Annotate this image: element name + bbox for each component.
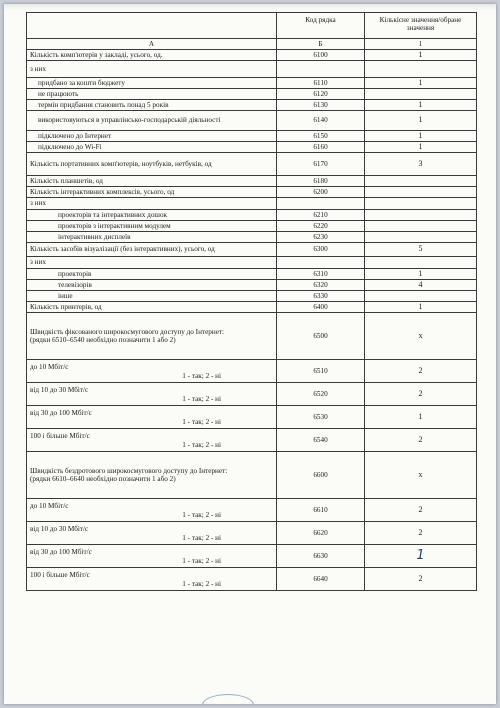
row-label: Кількість портативних комп'ютерів, ноутбуків, нетбуків, од	[30, 159, 212, 168]
row-value-cell: 2	[365, 568, 477, 591]
row-label: Швидкість бездротового широкосмугового доступу до Інтернет:	[30, 466, 228, 475]
header-name	[27, 13, 277, 39]
row-yes-no-hint: 1 - так; 2 - ні	[182, 371, 221, 380]
scanned-page	[4, 4, 496, 704]
table-row	[27, 360, 477, 383]
row-name-cell	[27, 452, 277, 499]
row-code-cell: 6170	[277, 153, 365, 176]
row-note: (рядки 6610–6640 необхідно позначити 1 або 2)	[30, 475, 176, 483]
table-row	[27, 499, 477, 522]
row-name-cell	[27, 61, 277, 78]
row-yes-no-hint: 1 - так; 2 - ні	[182, 440, 221, 449]
row-code-cell: 6230	[277, 232, 365, 243]
row-value-cell: 1	[365, 111, 477, 131]
row-value-cell	[365, 187, 477, 198]
table-row	[27, 302, 477, 313]
table-row	[27, 243, 477, 257]
row-code-cell: 6620	[277, 522, 365, 545]
row-label: до 10 Мбіт/с	[30, 363, 69, 372]
row-code-cell: 6220	[277, 221, 365, 232]
row-label: телевізорів	[58, 280, 92, 289]
row-label: інше	[58, 291, 73, 300]
row-label: термін придбання становить понад 5 років	[38, 100, 169, 109]
row-name-cell	[27, 198, 277, 210]
row-code-cell: 6210	[277, 210, 365, 221]
row-value-cell: 1	[365, 406, 477, 429]
table-row	[27, 291, 477, 302]
table-row	[27, 210, 477, 221]
row-name-cell	[27, 291, 277, 302]
row-code-cell: 6200	[277, 187, 365, 198]
row-label: придбано за кошти бюджету	[38, 78, 125, 87]
row-yes-no-hint: 1 - так; 2 - ні	[182, 417, 221, 426]
letter-n: 1	[365, 39, 477, 50]
table-row	[27, 522, 477, 545]
table-row	[27, 153, 477, 176]
row-name-cell	[27, 131, 277, 142]
row-code-cell: 6400	[277, 302, 365, 313]
row-label: 100 і більше Мбіт/с	[30, 432, 90, 441]
row-value-cell: 2	[365, 522, 477, 545]
row-code-cell: 6600	[277, 452, 365, 499]
statistics-table	[26, 12, 477, 591]
row-value-cell: 2	[365, 429, 477, 452]
row-label: проекторів та інтерактивних дошок	[58, 210, 168, 219]
row-name-cell	[27, 111, 277, 131]
row-value-cell: 1	[365, 269, 477, 280]
row-code-cell: 6640	[277, 568, 365, 591]
row-name-cell	[27, 429, 277, 452]
row-value-cell	[365, 210, 477, 221]
row-value-cell	[365, 198, 477, 210]
row-name-cell	[27, 383, 277, 406]
row-label: 100 і більше Мбіт/с	[30, 571, 90, 580]
row-label: не працюють	[38, 89, 79, 98]
scan-edge	[4, 4, 496, 10]
row-name-cell	[27, 499, 277, 522]
row-code-cell: 6120	[277, 89, 365, 100]
row-note: (рядки 6510–6540 необхідно позначити 1 або 2)	[30, 336, 176, 344]
row-value-cell: 1	[365, 131, 477, 142]
row-value-cell: 2	[365, 383, 477, 406]
row-name-cell	[27, 313, 277, 360]
row-code-cell: 6610	[277, 499, 365, 522]
row-code-cell: 6630	[277, 545, 365, 568]
row-value-cell	[365, 89, 477, 100]
row-value-cell: x	[365, 452, 477, 499]
row-code-cell: 6160	[277, 142, 365, 153]
row-value-cell	[365, 61, 477, 78]
row-code-cell: 6150	[277, 131, 365, 142]
row-value-cell: 2	[365, 499, 477, 522]
row-code-cell: 6100	[277, 50, 365, 61]
row-name-cell	[27, 210, 277, 221]
row-label: від 30 до 100 Мбіт/с	[30, 548, 92, 557]
table-row	[27, 257, 477, 269]
row-value-cell: 3	[365, 153, 477, 176]
row-name-cell	[27, 153, 277, 176]
header-value: Кількісне значення/обране значення	[365, 13, 477, 39]
table-row	[27, 232, 477, 243]
table-row	[27, 545, 477, 568]
row-label: Кількість інтерактивних комплексів, усього, од	[30, 187, 175, 196]
row-name-cell	[27, 243, 277, 257]
table-row	[27, 89, 477, 100]
row-yes-no-hint: 1 - так; 2 - ні	[182, 579, 221, 588]
row-value-cell: 1	[365, 142, 477, 153]
row-code-cell: 6180	[277, 176, 365, 187]
row-label: проекторів	[58, 269, 92, 278]
row-code-cell: 6320	[277, 280, 365, 291]
row-yes-no-hint: 1 - так; 2 - ні	[182, 510, 221, 519]
row-label: з них	[30, 199, 46, 208]
row-code-cell: 6500	[277, 313, 365, 360]
row-code-cell: 6110	[277, 78, 365, 89]
table-row	[27, 406, 477, 429]
row-code-cell: 6310	[277, 269, 365, 280]
row-code-cell: 6540	[277, 429, 365, 452]
row-name-cell	[27, 78, 277, 89]
row-code-cell: 6130	[277, 100, 365, 111]
row-label: Кількість засобів візуалізації (без інтерактивних), усього, од	[30, 245, 215, 254]
table-row	[27, 50, 477, 61]
row-label: Кількість принтерів, од	[30, 302, 102, 311]
row-name-cell	[27, 406, 277, 429]
row-value-cell: 1	[365, 78, 477, 89]
row-name-cell	[27, 232, 277, 243]
row-value-cell	[365, 176, 477, 187]
row-label: Кількість комп'ютерів у закладі, усього, од.	[30, 50, 163, 59]
row-code-cell: 6300	[277, 243, 365, 257]
table-row	[27, 280, 477, 291]
row-label: Швидкість фіксованого широкосмугового доступу до Інтернет:	[30, 327, 225, 336]
row-name-cell	[27, 522, 277, 545]
table-row	[27, 187, 477, 198]
row-yes-no-hint: 1 - так; 2 - ні	[182, 556, 221, 565]
table-body	[27, 50, 477, 591]
row-code-cell: 6530	[277, 406, 365, 429]
table-row	[27, 61, 477, 78]
letter-a: А	[27, 39, 277, 50]
row-yes-no-hint: 1 - так; 2 - ні	[182, 394, 221, 403]
table-row	[27, 221, 477, 232]
row-value-cell: 2	[365, 360, 477, 383]
row-yes-no-hint: 1 - так; 2 - ні	[182, 533, 221, 542]
row-name-cell	[27, 176, 277, 187]
row-label: проекторів з інтерактивним модулем	[58, 221, 171, 230]
row-value-cell	[365, 257, 477, 269]
row-code-cell	[277, 198, 365, 210]
row-name-cell	[27, 269, 277, 280]
row-name-cell	[27, 302, 277, 313]
table-row	[27, 429, 477, 452]
row-label: до 10 Мбіт/с	[30, 502, 69, 511]
table-row	[27, 269, 477, 280]
row-label: від 10 до 30 Мбіт/с	[30, 525, 89, 534]
row-name-cell	[27, 221, 277, 232]
row-name-cell	[27, 187, 277, 198]
row-value-cell	[365, 291, 477, 302]
row-name-cell	[27, 50, 277, 61]
row-code-cell: 6510	[277, 360, 365, 383]
stamp-mark	[202, 694, 254, 704]
row-label: підключено до Інтернет	[38, 131, 112, 140]
row-code-cell: 6140	[277, 111, 365, 131]
row-value-cell: 1	[365, 50, 477, 61]
row-value-cell	[365, 232, 477, 243]
row-label: від 10 до 30 Мбіт/с	[30, 386, 89, 395]
table-row	[27, 383, 477, 406]
row-label: від 30 до 100 Мбіт/с	[30, 409, 92, 418]
row-label: підключено до Wi-Fi	[38, 142, 102, 151]
table-row	[27, 452, 477, 499]
row-name-cell	[27, 280, 277, 291]
table-row	[27, 568, 477, 591]
row-label: з них	[30, 258, 46, 267]
table-row	[27, 111, 477, 131]
row-code-cell: 6520	[277, 383, 365, 406]
row-name-cell	[27, 545, 277, 568]
table-row	[27, 176, 477, 187]
table-row	[27, 100, 477, 111]
row-value-cell	[365, 221, 477, 232]
row-value-cell: x	[365, 313, 477, 360]
row-label: з них	[30, 64, 46, 73]
letter-b: Б	[277, 39, 365, 50]
row-code-cell	[277, 257, 365, 269]
row-label: інтерактивних дисплеїв	[58, 232, 131, 241]
table-row	[27, 198, 477, 210]
row-name-cell	[27, 568, 277, 591]
table-row	[27, 78, 477, 89]
row-value-cell: 1	[365, 302, 477, 313]
row-value-cell: 1	[365, 100, 477, 111]
row-value-cell: 4	[365, 280, 477, 291]
row-name-cell	[27, 89, 277, 100]
row-label: використовуються в управлінсько-господарській діяльності	[38, 116, 221, 125]
row-name-cell	[27, 100, 277, 111]
row-value-cell: 1	[365, 545, 477, 568]
table-row	[27, 131, 477, 142]
row-code-cell	[277, 61, 365, 78]
table-row	[27, 142, 477, 153]
row-code-cell: 6330	[277, 291, 365, 302]
header-code: Код рядка	[277, 13, 365, 39]
row-value-cell: 5	[365, 243, 477, 257]
letters-row	[27, 39, 477, 50]
row-name-cell	[27, 142, 277, 153]
row-label: Кількість планшетів, од	[30, 176, 103, 185]
row-name-cell	[27, 360, 277, 383]
row-name-cell	[27, 257, 277, 269]
table-row	[27, 313, 477, 360]
table-header-row	[27, 13, 477, 39]
